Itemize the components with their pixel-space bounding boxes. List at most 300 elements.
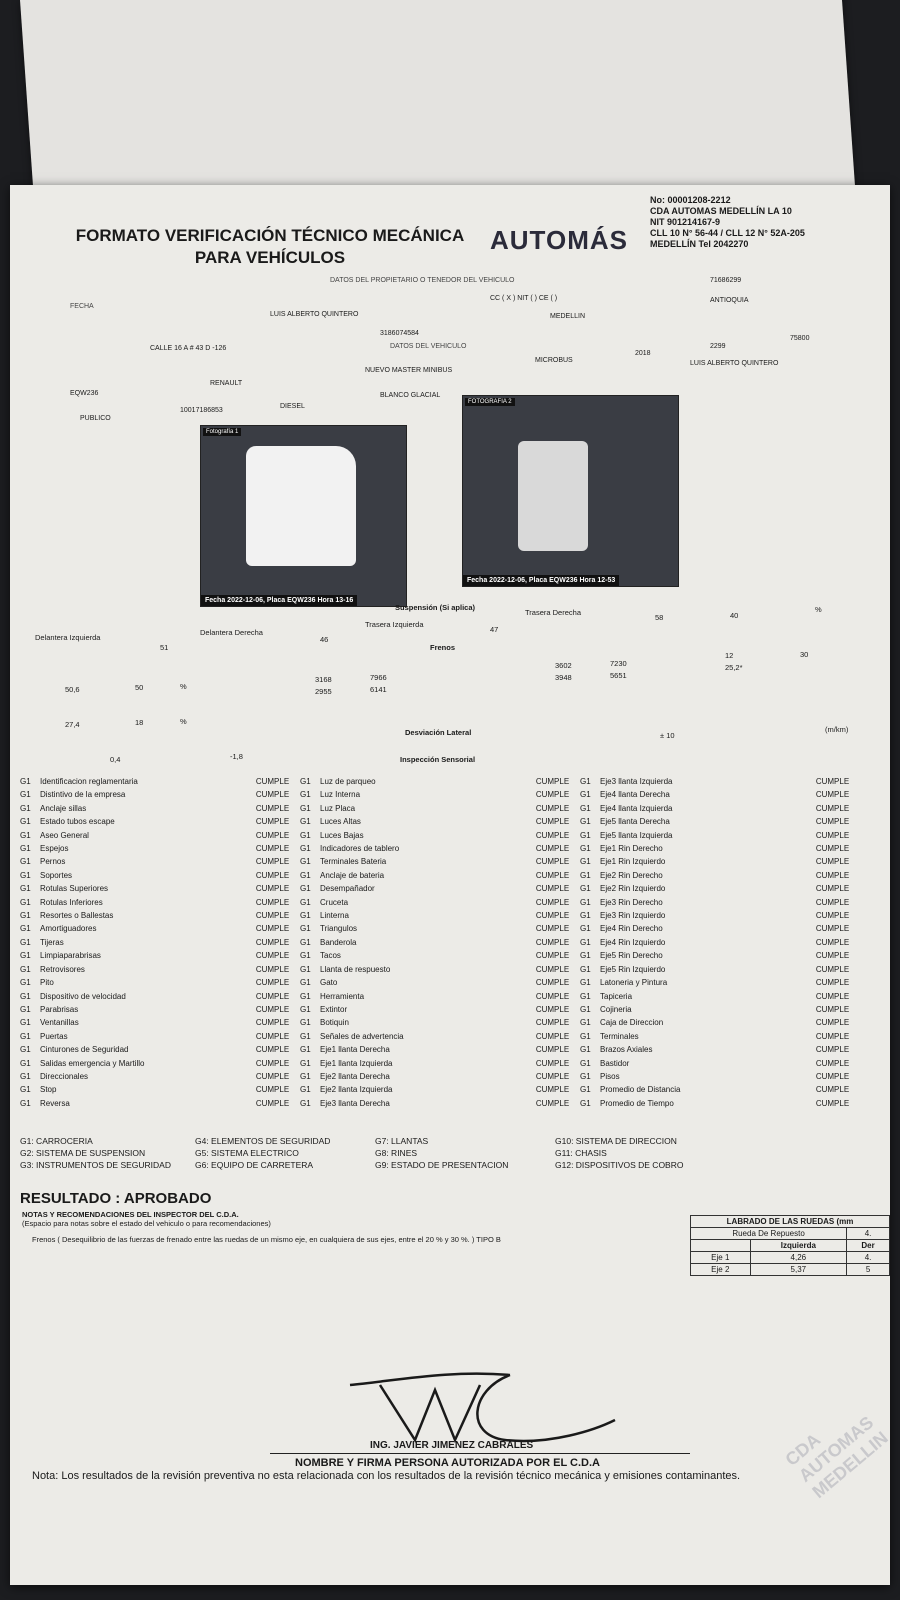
table-row xyxy=(20,1097,860,1110)
status-badge: CUMPLE xyxy=(255,830,290,840)
inspection-item: Ventanillas xyxy=(40,1018,79,1028)
group-code: G1 xyxy=(20,911,31,921)
status-badge: CUMPLE xyxy=(535,870,570,880)
inspector-notes xyxy=(22,1210,271,1228)
status-badge: CUMPLE xyxy=(815,857,850,867)
group-code: G1 xyxy=(20,991,31,1001)
table-row xyxy=(20,1030,860,1043)
group-code: G1 xyxy=(580,1098,591,1108)
eje2-izq-fuerza: 2955 xyxy=(315,687,332,696)
status-badge: CUMPLE xyxy=(815,937,850,947)
group-code: G1 xyxy=(20,830,31,840)
table-row xyxy=(20,855,860,868)
inspection-item: Eje5 Rin Derecho xyxy=(600,951,663,961)
inspection-item: Banderola xyxy=(320,937,357,947)
vehicle-photo-2 xyxy=(462,395,679,587)
inspection-item: Caja de Direccion xyxy=(600,1018,664,1028)
susp-ti-value: 47 xyxy=(490,625,499,634)
vehicle-placa: EQW236 xyxy=(70,390,99,397)
group-code: G1 xyxy=(580,897,591,907)
group-code: G1 xyxy=(300,1058,311,1068)
legend-g2: G2: SISTEMA DE SUSPENSION xyxy=(20,1148,146,1158)
status-badge: CUMPLE xyxy=(535,790,570,800)
inspection-item: Eje2 llanta Izquierda xyxy=(320,1085,393,1095)
group-code: G1 xyxy=(300,830,311,840)
inspection-item: Herramienta xyxy=(320,991,365,1001)
inspection-item: Tapiceria xyxy=(600,991,633,1001)
signature-line xyxy=(270,1453,690,1454)
table-row xyxy=(20,815,860,828)
susp-unidad: % xyxy=(815,605,822,614)
table-row xyxy=(20,922,860,935)
inspection-item: Estado tubos escape xyxy=(40,817,115,827)
status-badge: CUMPLE xyxy=(815,803,850,813)
status-badge: CUMPLE xyxy=(255,951,290,961)
inspection-item: Identificacion reglamentaria xyxy=(40,777,138,786)
inspeccion-title: Inspección Sensorial xyxy=(400,755,476,764)
status-badge: CUMPLE xyxy=(815,790,850,800)
eje2-der-fuerza: 3948 xyxy=(555,673,572,682)
result-status: RESULTADO : APROBADO xyxy=(20,1190,212,1207)
table-row xyxy=(20,949,860,962)
inspection-item: Linterna xyxy=(320,911,349,921)
eje1-izq-peso: 7966 xyxy=(370,673,387,682)
inspection-item: Eje1 Rin Izquierdo xyxy=(600,857,666,867)
cda-info xyxy=(650,195,830,250)
vehicle-color: BLANCO GLACIAL xyxy=(380,392,441,399)
status-badge: CUMPLE xyxy=(535,1018,570,1028)
labrado-eje2-der: 5 xyxy=(847,1264,890,1276)
group-code: G1 xyxy=(580,964,591,974)
inspection-item: Eje3 Rin Derecho xyxy=(600,897,663,907)
group-code: G1 xyxy=(20,937,31,947)
group-code: G1 xyxy=(300,1085,311,1095)
status-badge: CUMPLE xyxy=(255,1018,290,1028)
status-badge: CUMPLE xyxy=(815,884,850,894)
status-badge: CUMPLE xyxy=(255,790,290,800)
status-badge: CUMPLE xyxy=(815,924,850,934)
group-code: G1 xyxy=(300,844,311,854)
group-code: G1 xyxy=(300,1045,311,1055)
legend-g3: G3: INSTRUMENTOS DE SEGURIDAD xyxy=(20,1160,171,1170)
labrado-eje1: Eje 1 xyxy=(691,1252,751,1264)
status-badge: CUMPLE xyxy=(535,911,570,921)
inspection-item: Tijeras xyxy=(40,937,64,947)
group-code: G1 xyxy=(20,817,31,827)
van-rear-shape xyxy=(518,441,588,551)
status-badge: CUMPLE xyxy=(535,777,570,786)
group-code: G1 xyxy=(580,991,591,1001)
group-code: G1 xyxy=(300,978,311,988)
group-code: G1 xyxy=(300,777,311,786)
inspection-item: Eje4 Rin Derecho xyxy=(600,924,663,934)
group-code: G1 xyxy=(300,924,311,934)
group-code: G1 xyxy=(20,978,31,988)
signer-name: ING. JAVIER JIMENEZ CABRALES xyxy=(370,1440,534,1451)
group-code: G1 xyxy=(300,817,311,827)
cda-stamp: CDA AUTOMAS MEDELLIN xyxy=(781,1412,892,1503)
inspection-item: Pisos xyxy=(600,1071,620,1081)
susp-dd-label: Delantera Derecha xyxy=(200,628,263,637)
eficacia-aux: 27,4 xyxy=(65,720,80,729)
table-row xyxy=(20,896,860,909)
eje1-der-fuerza: 3602 xyxy=(555,661,572,670)
status-badge: CUMPLE xyxy=(815,870,850,880)
table-row xyxy=(20,963,860,976)
status-badge: CUMPLE xyxy=(535,978,570,988)
table-row xyxy=(20,976,860,989)
status-badge: CUMPLE xyxy=(255,1031,290,1041)
inspection-item: Desempañador xyxy=(320,884,375,894)
inspection-item: Rotulas Inferiores xyxy=(40,897,103,907)
inspection-item: Cinturones de Seguridad xyxy=(40,1045,129,1055)
inspection-item: Gato xyxy=(320,978,338,988)
legend-g7: G7: LLANTAS xyxy=(375,1136,429,1146)
vehicle-clase: MICROBUS xyxy=(535,357,573,364)
status-badge: CUMPLE xyxy=(535,897,570,907)
inspection-item: Extintor xyxy=(320,1004,348,1014)
inspection-item: Salidas emergencia y Martillo xyxy=(40,1058,145,1068)
table-row xyxy=(20,842,860,855)
status-badge: CUMPLE xyxy=(535,844,570,854)
group-code: G1 xyxy=(300,1031,311,1041)
group-code: G1 xyxy=(300,1071,311,1081)
legend-g8: G8: RINES xyxy=(375,1148,418,1158)
vehicle-marca: RENAULT xyxy=(210,380,243,387)
sensory-inspection-grid xyxy=(20,775,860,1110)
eje1-izq-fuerza: 3168 xyxy=(315,675,332,684)
labrado-title: LABRADO DE LAS RUEDAS (mm xyxy=(691,1216,890,1228)
status-badge: CUMPLE xyxy=(535,964,570,974)
notes-frenos: Frenos ( Desequilibrio de las fuerzas de frenado entre las ruedas de un mismo eje, en cualquiera de sus ejes, entre el 20 % y 30 %. ) TIPO B xyxy=(32,1235,501,1244)
cda-address: CLL 10 N° 56-44 / CLL 12 N° 52A-205 MEDELLÍN Tel 2042270 xyxy=(650,228,805,249)
inspection-item: Direccionales xyxy=(40,1071,89,1081)
group-code: G1 xyxy=(580,803,591,813)
eficacia-total-unit: % xyxy=(180,682,187,691)
status-badge: CUMPLE xyxy=(255,857,290,867)
labrado-eje2: Eje 2 xyxy=(691,1264,751,1276)
group-code: G1 xyxy=(20,1018,31,1028)
group-code: G1 xyxy=(300,964,311,974)
group-code: G1 xyxy=(300,911,311,921)
group-code: G1 xyxy=(20,1004,31,1014)
inspection-item: Luz de parqueo xyxy=(320,777,376,786)
status-badge: CUMPLE xyxy=(535,924,570,934)
group-code: G1 xyxy=(300,951,311,961)
group-code: G1 xyxy=(580,978,591,988)
inspection-item: Eje5 llanta Izquierda xyxy=(600,830,673,840)
group-code: G1 xyxy=(300,1004,311,1014)
inspection-item: Espejos xyxy=(40,844,69,854)
desviacion-eje2: -1,8 xyxy=(230,752,243,761)
group-code: G1 xyxy=(300,937,311,947)
inspection-item: Cojineria xyxy=(600,1004,632,1014)
status-badge: CUMPLE xyxy=(255,1045,290,1055)
photo-2-caption: Fecha 2022-12-06, Placa EQW236 Hora 12-53 xyxy=(463,575,619,586)
inspection-item: Stop xyxy=(40,1085,57,1095)
group-code: G1 xyxy=(20,844,31,854)
inspection-item: Amortiguadores xyxy=(40,924,97,934)
owner-name: LUIS ALBERTO QUINTERO xyxy=(270,311,359,318)
status-badge: CUMPLE xyxy=(815,897,850,907)
status-badge: CUMPLE xyxy=(255,1004,290,1014)
inspection-item: Luz Interna xyxy=(320,790,361,800)
automas-logo: AUTOMÁS xyxy=(490,225,628,255)
group-code: G1 xyxy=(580,1045,591,1055)
desviacion-maximo: ± 10 xyxy=(660,731,675,740)
group-code: G1 xyxy=(300,790,311,800)
group-code: G1 xyxy=(580,844,591,854)
vehicle-photo-1 xyxy=(200,425,407,607)
vehicle-conductor: LUIS ALBERTO QUINTERO xyxy=(690,360,779,367)
group-code: G1 xyxy=(20,884,31,894)
susp-dd-value: 46 xyxy=(320,635,329,644)
group-code: G1 xyxy=(20,924,31,934)
group-code: G1 xyxy=(580,1085,591,1095)
legend-g6: G6: EQUIPO DE CARRETERA xyxy=(195,1160,314,1170)
inspection-item: Triangulos xyxy=(320,924,358,934)
handwritten-signature xyxy=(340,1360,640,1450)
susp-ti-label: Trasera Izquierda xyxy=(365,620,424,629)
vehicle-section: DATOS DEL VEHICULO xyxy=(390,343,467,350)
status-badge: CUMPLE xyxy=(815,830,850,840)
table-row xyxy=(20,1016,860,1029)
status-badge: CUMPLE xyxy=(255,844,290,854)
status-badge: CUMPLE xyxy=(535,1058,570,1068)
notes-title: NOTAS Y RECOMENDACIONES DEL INSPECTOR DEL C.D.A. xyxy=(22,1210,239,1219)
group-code: G1 xyxy=(300,884,311,894)
status-badge: CUMPLE xyxy=(535,1045,570,1055)
labrado-eje1-izq: 4,26 xyxy=(750,1252,847,1264)
status-badge: CUMPLE xyxy=(815,1058,850,1068)
group-code: G1 xyxy=(580,1031,591,1041)
inspection-item: Eje4 llanta Derecha xyxy=(600,790,670,800)
vehicle-licencia: 10017186853 xyxy=(180,407,223,414)
status-badge: CUMPLE xyxy=(255,777,290,786)
status-badge: CUMPLE xyxy=(255,924,290,934)
photo-2-label: FOTOGRAFIA 2 xyxy=(465,398,515,406)
table-row xyxy=(20,869,860,882)
footer-note: Nota: Los resultados de la revisión preventiva no esta relacionada con los resultados de la revisión técnico mecánica y emisiones contaminantes. xyxy=(32,1470,741,1482)
inspection-item: Eje1 llanta Derecha xyxy=(320,1045,390,1055)
form-title: FORMATO VERIFICACIÓN TÉCNICO MECÁNICA PARA VEHÍCULOS xyxy=(75,226,465,267)
status-badge: CUMPLE xyxy=(815,777,850,786)
group-code: G1 xyxy=(300,857,311,867)
inspection-item: Eje2 llanta Derecha xyxy=(320,1071,390,1081)
status-badge: CUMPLE xyxy=(535,884,570,894)
legend-g1: G1: CARROCERIA xyxy=(20,1136,93,1146)
status-badge: CUMPLE xyxy=(255,1085,290,1095)
status-badge: CUMPLE xyxy=(535,1004,570,1014)
table-row xyxy=(20,1043,860,1056)
inspection-item: Pernos xyxy=(40,857,66,867)
table-row xyxy=(20,882,860,895)
inspection-item: Cruceta xyxy=(320,897,349,907)
group-code: G1 xyxy=(580,951,591,961)
status-badge: CUMPLE xyxy=(815,1004,850,1014)
vehicle-modelo: 2018 xyxy=(635,350,651,357)
labrado-repuesto: Rueda De Repuesto xyxy=(691,1228,847,1240)
notes-subtitle: (Espacio para notas sobre el estado del vehiculo o para recomendaciones) xyxy=(22,1219,271,1228)
owner-doc-number: 71686299 xyxy=(710,277,742,284)
group-code: G1 xyxy=(20,1058,31,1068)
inspection-item: Eje4 llanta Izquierda xyxy=(600,803,673,813)
owner-section: DATOS DEL PROPIETARIO O TENEDOR DEL VEHICULO xyxy=(330,277,515,284)
status-badge: CUMPLE xyxy=(815,844,850,854)
group-code: G1 xyxy=(300,1098,311,1108)
status-badge: CUMPLE xyxy=(535,830,570,840)
group-code: G1 xyxy=(580,924,591,934)
labrado-eje2-izq: 5,37 xyxy=(750,1264,847,1276)
status-badge: CUMPLE xyxy=(255,870,290,880)
form-header xyxy=(10,185,890,360)
inspection-item: Limpiaparabrisas xyxy=(40,951,101,961)
group-code: G1 xyxy=(580,1058,591,1068)
status-badge: CUMPLE xyxy=(255,911,290,921)
inspection-item: Distintivo de la empresa xyxy=(40,790,126,800)
desviacion-title: Desviación Lateral xyxy=(405,728,472,737)
labrado-derecha: Der xyxy=(847,1240,890,1252)
inspection-item: Terminales xyxy=(600,1031,639,1041)
inspection-item: Bastidor xyxy=(600,1058,630,1068)
group-code: G1 xyxy=(20,964,31,974)
inspection-item: Retrovisores xyxy=(40,964,85,974)
legend-g5: G5: SISTEMA ELECTRICO xyxy=(195,1148,299,1158)
susp-di-label: Delantera Izquierda xyxy=(35,633,101,642)
inspection-item: Dispositivo de velocidad xyxy=(40,991,126,1001)
status-badge: CUMPLE xyxy=(535,991,570,1001)
eficacia-aux-unit: % xyxy=(180,717,187,726)
eje1-der-peso: 7230 xyxy=(610,659,627,668)
inspection-item: Parabrisas xyxy=(40,1004,79,1014)
susp-td-value: 58 xyxy=(655,613,664,622)
status-badge: CUMPLE xyxy=(815,951,850,961)
eficacia-total: 50,6 xyxy=(65,685,80,694)
eficacia-total-min: 50 xyxy=(135,683,144,692)
labrado-repuesto-val: 4. xyxy=(847,1228,890,1240)
inspection-item: Anclaje de bateria xyxy=(320,870,385,880)
group-code: G1 xyxy=(580,911,591,921)
inspection-item: Eje1 llanta Izquierda xyxy=(320,1058,393,1068)
inspection-form xyxy=(10,185,890,1585)
status-badge: CUMPLE xyxy=(535,857,570,867)
inspection-item: Luces Bajas xyxy=(320,830,364,840)
inspection-item: Resortes o Ballestas xyxy=(40,911,114,921)
labrado-eje1-der: 4. xyxy=(847,1252,890,1264)
eje2-der-peso: 5651 xyxy=(610,671,627,680)
inspection-item: Eje5 Rin Izquierdo xyxy=(600,964,666,974)
table-row xyxy=(20,990,860,1003)
status-badge: CUMPLE xyxy=(255,817,290,827)
desviacion-eje1: 0,4 xyxy=(110,755,121,764)
inspection-item: Brazos Axiales xyxy=(600,1045,653,1055)
group-code: G1 xyxy=(20,777,31,786)
owner-doc-type: CC ( X ) NIT ( ) CE ( ) xyxy=(490,295,558,302)
group-code: G1 xyxy=(300,803,311,813)
group-code: G1 xyxy=(20,897,31,907)
cda-nit: NIT 901214167-9 xyxy=(650,217,721,227)
inspection-item: Señales de advertencia xyxy=(320,1031,404,1041)
status-badge: CUMPLE xyxy=(815,1085,850,1095)
group-code: G1 xyxy=(580,777,591,786)
owner-telefono: 3186074584 xyxy=(380,330,419,337)
owner-direccion: CALLE 16 A # 43 D -126 xyxy=(150,345,227,352)
status-badge: CUMPLE xyxy=(255,803,290,813)
status-badge: CUMPLE xyxy=(535,803,570,813)
status-badge: CUMPLE xyxy=(255,897,290,907)
tread-depth-table xyxy=(690,1215,890,1276)
status-badge: CUMPLE xyxy=(815,1031,850,1041)
status-badge: CUMPLE xyxy=(535,817,570,827)
table-row xyxy=(20,829,860,842)
group-code: G1 xyxy=(580,857,591,867)
status-badge: CUMPLE xyxy=(255,884,290,894)
group-code: G1 xyxy=(580,1018,591,1028)
photo-1-caption: Fecha 2022-12-06, Placa EQW236 Hora 13-16 xyxy=(201,595,357,606)
inspection-item: Reversa xyxy=(40,1098,70,1108)
status-badge: CUMPLE xyxy=(255,1098,290,1108)
table-row xyxy=(20,1070,860,1083)
legend-g12: G12: DISPOSITIVOS DE COBRO xyxy=(555,1160,684,1170)
group-code: G1 xyxy=(300,991,311,1001)
signer-title: NOMBRE Y FIRMA PERSONA AUTORIZADA POR EL C.D.A xyxy=(295,1457,600,1469)
status-badge: CUMPLE xyxy=(815,1071,850,1081)
desequilibrio-1: 12 xyxy=(725,651,734,660)
vehicle-linea: NUEVO MASTER MINIBUS xyxy=(365,367,453,374)
group-code: G1 xyxy=(300,897,311,907)
table-row xyxy=(20,1003,860,1016)
status-badge: CUMPLE xyxy=(255,978,290,988)
eficacia-aux-min: 18 xyxy=(135,718,144,727)
vehicle-kilometraje: 75800 xyxy=(790,335,810,342)
status-badge: CUMPLE xyxy=(815,911,850,921)
status-badge: CUMPLE xyxy=(255,937,290,947)
status-badge: CUMPLE xyxy=(535,1085,570,1095)
status-badge: CUMPLE xyxy=(535,1071,570,1081)
inspection-item: Eje3 Rin Izquierdo xyxy=(600,911,666,921)
group-code: G1 xyxy=(20,951,31,961)
vehicle-servicio: PUBLICO xyxy=(80,415,111,422)
inspection-item: Eje5 llanta Derecha xyxy=(600,817,670,827)
table-row xyxy=(20,1057,860,1070)
group-code: G1 xyxy=(20,1031,31,1041)
inspection-item: Anclaje sillas xyxy=(40,803,87,813)
group-code: G1 xyxy=(580,937,591,947)
susp-td-label: Trasera Derecha xyxy=(525,608,581,617)
fecha-label: FECHA xyxy=(70,303,94,310)
vehicle-cilindraje: 2299 xyxy=(710,343,726,350)
frenos-title: Frenos xyxy=(430,643,456,652)
inspection-item: Luz Placa xyxy=(320,803,356,813)
desviacion-unidad: (m/km) xyxy=(825,725,849,734)
inspection-item: Indicadores de tablero xyxy=(320,844,400,854)
group-code: G1 xyxy=(20,870,31,880)
number-label: No: xyxy=(650,195,665,205)
status-badge: CUMPLE xyxy=(255,964,290,974)
group-code: G1 xyxy=(20,1085,31,1095)
status-badge: CUMPLE xyxy=(255,991,290,1001)
group-code: G1 xyxy=(20,790,31,800)
groups-legend xyxy=(20,1135,683,1171)
status-badge: CUMPLE xyxy=(535,1098,570,1108)
vehicle-combustible: DIESEL xyxy=(280,403,305,410)
status-badge: CUMPLE xyxy=(535,937,570,947)
group-code: G1 xyxy=(580,1004,591,1014)
inspection-item: Terminales Bateria xyxy=(320,857,387,867)
suspension-title: Suspensión (Si aplica) xyxy=(395,603,476,612)
inspection-item: Eje1 Rin Derecho xyxy=(600,844,663,854)
owner-departamento: ANTIOQUIA xyxy=(710,297,749,304)
